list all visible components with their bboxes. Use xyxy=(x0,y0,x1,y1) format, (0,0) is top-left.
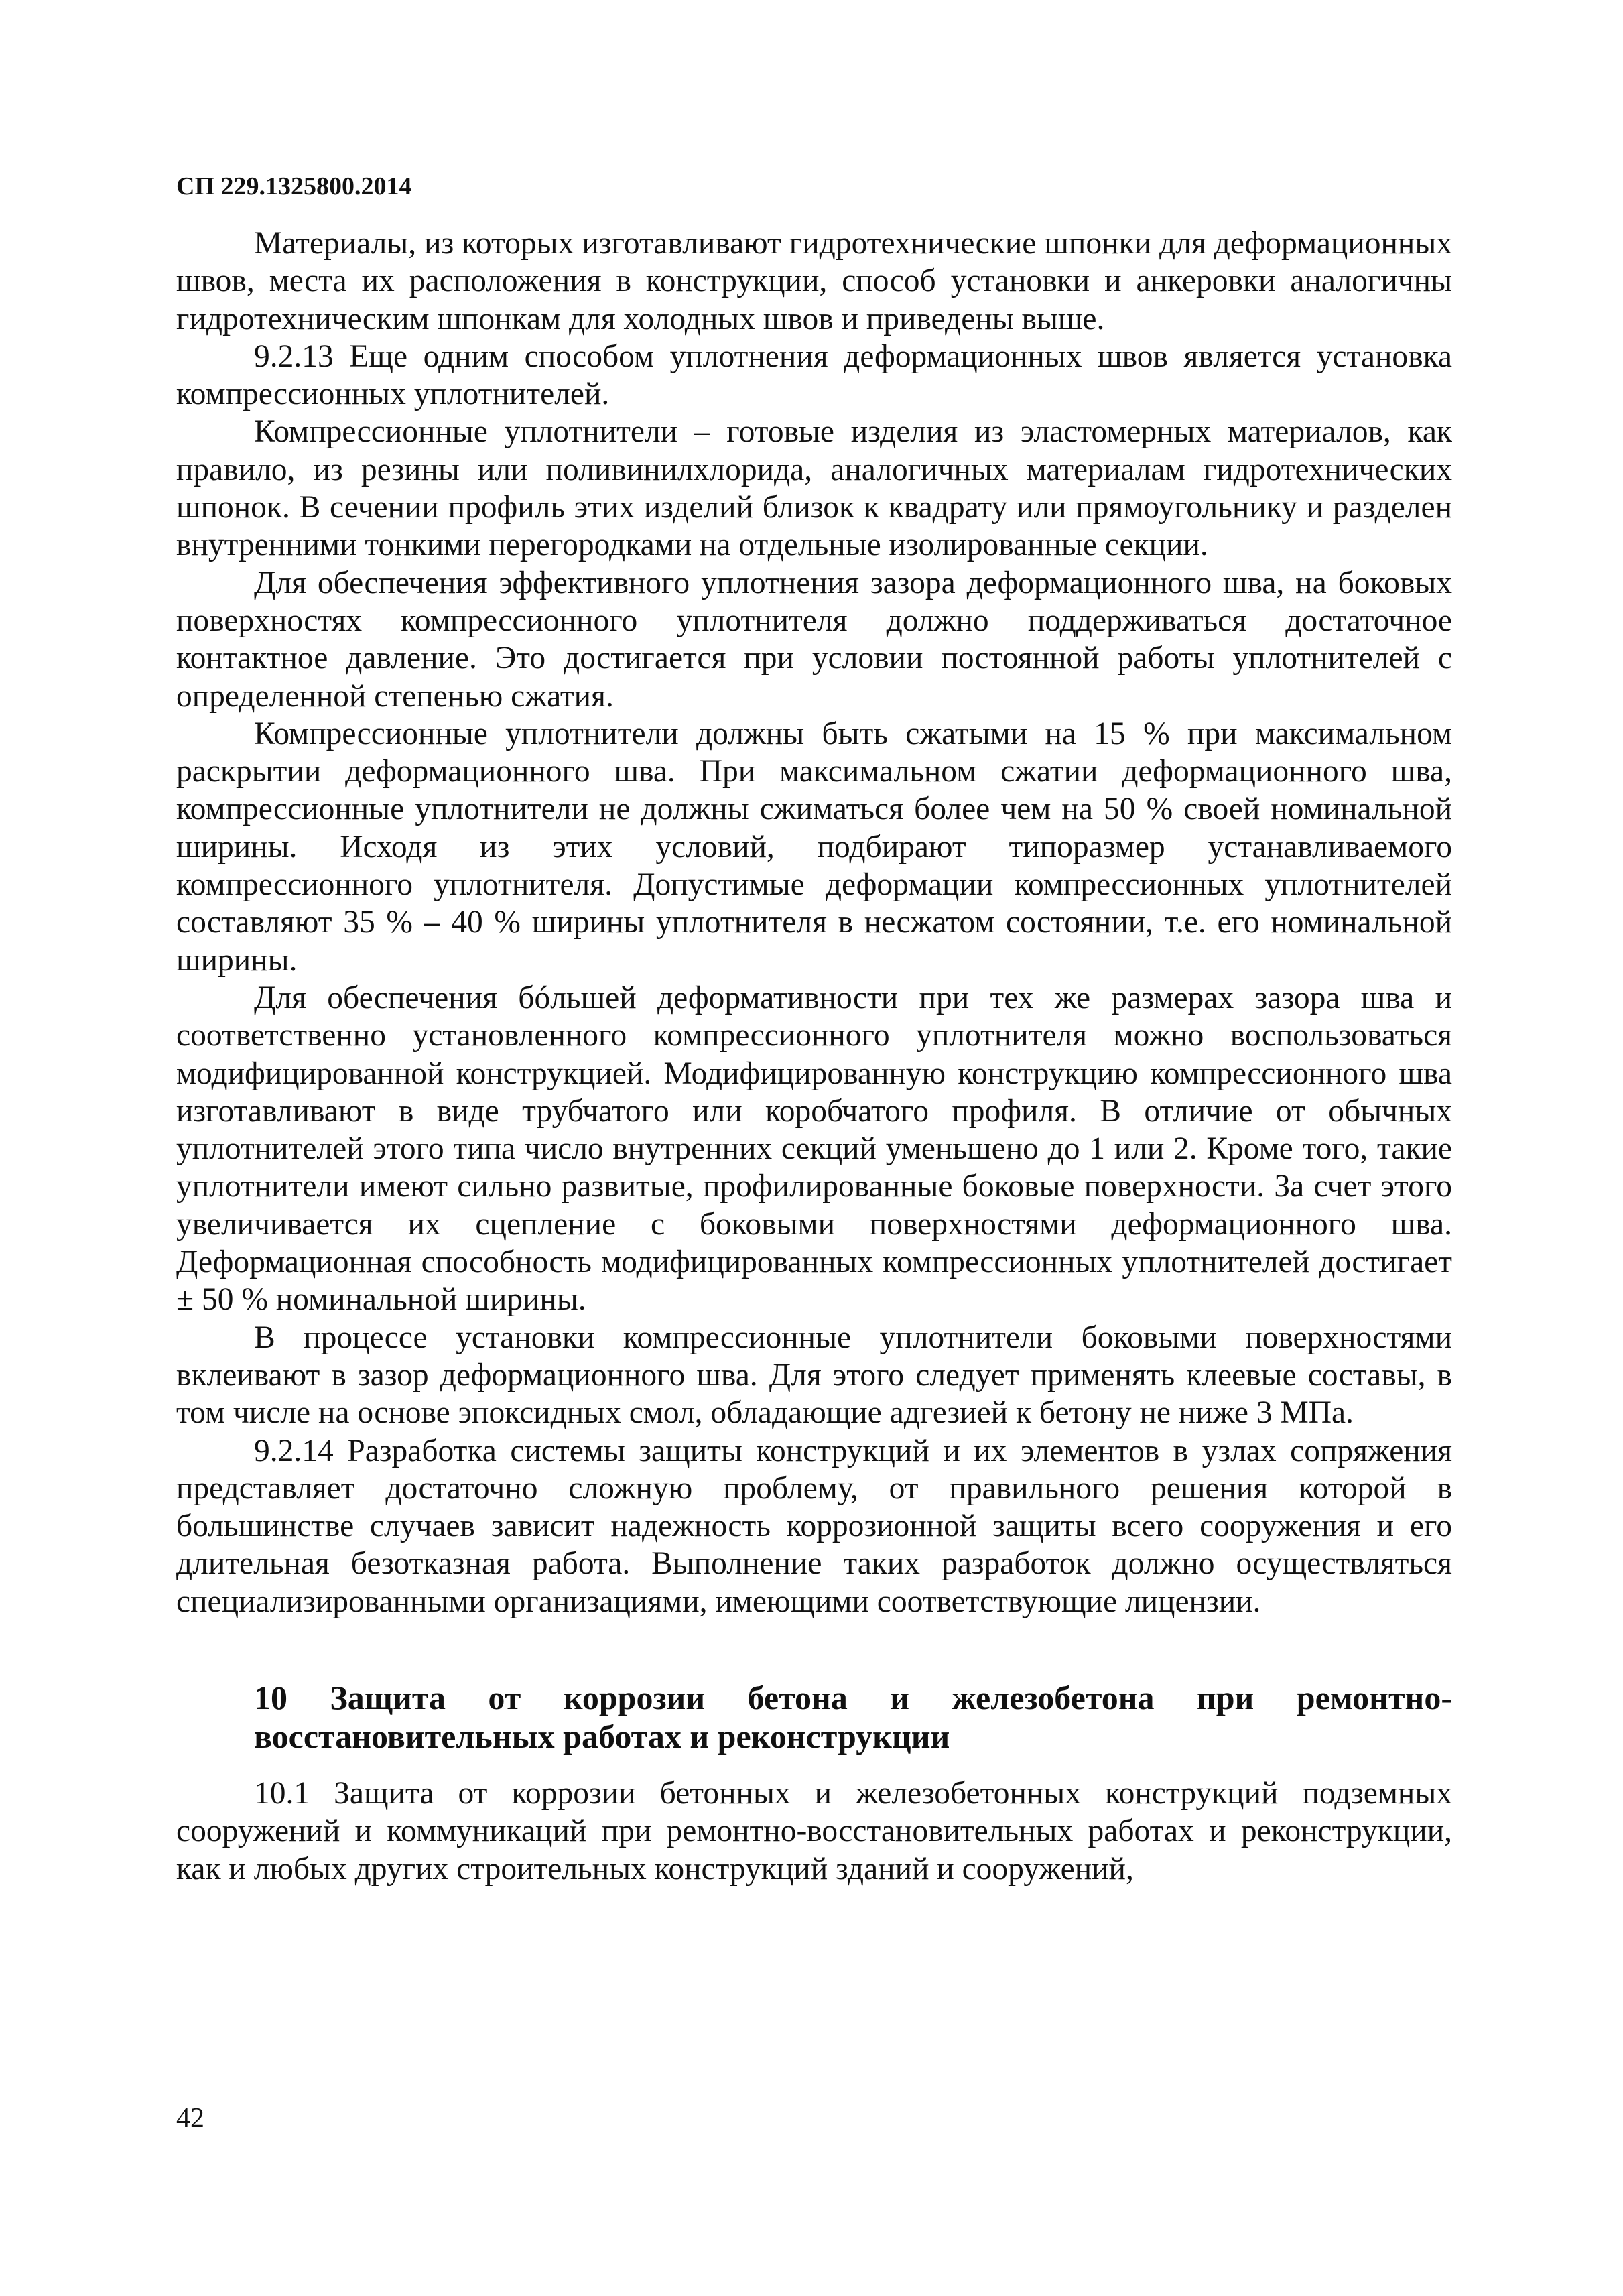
paragraph-modified-construction: Для обеспечения бóльшей деформативности при тех же размерах зазора шва и соответственно установленного компрессионного уплотнителя можно воспользоваться модифицированной конструкцией. Модифицированную конструкцию компрессионного шва изготавливают в виде трубчатого или коробчатого профиля. В отличие от обычных уплотнителей этого типа число внутренних секций уменьшено до 1 или 2. Кроме того, такие уплотнители имеют сильно развитые, профилированные боковые поверхности. За счет этого увеличивается их сцепление с боковыми поверхностями деформационного шва. Деформационная способность модифицированных компрессионных уплотнителей достигает ± 50 % номинальной ширины. xyxy=(176,980,1452,1318)
document-code-header: СП 229.1325800.2014 xyxy=(176,172,412,200)
paragraph-10-1: 10.1 Защита от коррозии бетонных и железобетонных конструкций подземных сооружений и коммуникаций при ремонтно-восстановительных работах и реконструкции, как и любых других строительных конструкций зданий и сооружений, xyxy=(176,1775,1452,1887)
paragraph-9-2-13: 9.2.13 Еще одним способом уплотнения деформационных швов является установка компрессионных уплотнителей. xyxy=(176,338,1452,412)
paragraph-contact-pressure: Для обеспечения эффективного уплотнения зазора деформационного шва, на боковых поверхностях компрессионного уплотнителя должно поддерживаться достаточное контактное давление. Это достигается при условии постоянной работы уплотнителей с определенной степенью сжатия. xyxy=(176,565,1452,714)
paragraph-9-2-14: 9.2.14 Разработка системы защиты конструкций и их элементов в узлах сопряжения представляет достаточно сложную проблему, от правильного решения которой в большинстве случаев зависит надежность коррозионной защиты всего сооружения и его длительная безотказная работа. Выполнение таких разработок должно осуществляться специализированными организациями, имеющими соответствующие лицензии. xyxy=(176,1433,1452,1619)
paragraph-materials: Материалы, из которых изготавливают гидротехнические шпонки для деформационных швов, места их расположения в конструкции, способ установки и анкеровки аналогичны гидротехническим шпонкам для холодных швов и приведены выше. xyxy=(176,226,1452,336)
paragraph-installation: В процессе установки компрессионные уплотнители боковыми поверхностями вклеивают в зазор деформационного шва. Для этого следует применять клеевые составы, в том числе на основе эпоксидных смол, обладающие адгезией к бетону не ниже 3 МПа. xyxy=(176,1320,1452,1431)
paragraph-compression-seals: Компрессионные уплотнители – готовые изделия из эластомерных материалов, как правило, из резины или поливинилхлорида, аналогичных материалам гидротехнических шпонок. В сечении профиль этих изделий близок к квадрату или прямоугольнику и разделен внутренними тонкими перегородками на отдельные изолированные секции. xyxy=(176,414,1452,563)
section-heading-10: 10 Защита от коррозии бетона и железобетона при ремонтно-восстановительных работах и реконструкции xyxy=(254,1678,1452,1755)
paragraph-compression-limits: Компрессионные уплотнители должны быть сжатыми на 15 % при максимальном раскрытии деформационного шва. При максимальном сжатии деформационного шва, компрессионные уплотнители не должны сжиматься более чем на 50 % своей номинальной ширины. Исходя из этих условий, подбирают типоразмер устанавливаемого компрессионного уплотнителя. Допустимые деформации компрессионных уплотнителей составляют 35 % – 40 % ширины уплотнителя в несжатом состоянии, т.е. его номинальной ширины. xyxy=(176,716,1452,978)
page-number: 42 xyxy=(176,2103,204,2134)
document-body xyxy=(176,225,1452,1888)
